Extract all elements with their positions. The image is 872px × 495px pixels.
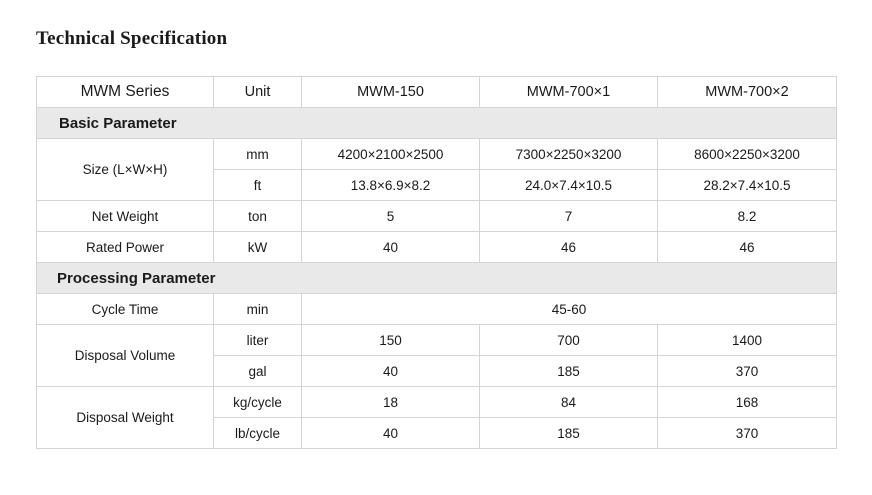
section-title-basic: Basic Parameter — [37, 108, 837, 139]
value-cell: 7 — [480, 201, 658, 232]
value-cell: 40 — [302, 418, 480, 449]
value-cell: 150 — [302, 325, 480, 356]
section-row-basic — [37, 108, 837, 139]
unit-cell: kW — [214, 232, 302, 263]
value-cell: 370 — [658, 418, 837, 449]
value-cell: 28.2×7.4×10.5 — [658, 170, 837, 201]
row-label-cycle-time: Cycle Time — [37, 294, 214, 325]
value-cell: 24.0×7.4×10.5 — [480, 170, 658, 201]
table-row — [37, 232, 837, 263]
unit-cell: kg/cycle — [214, 387, 302, 418]
row-label-net-weight: Net Weight — [37, 201, 214, 232]
unit-cell: lb/cycle — [214, 418, 302, 449]
row-label-disposal-weight: Disposal Weight — [37, 387, 214, 449]
unit-cell: liter — [214, 325, 302, 356]
value-cell: 370 — [658, 356, 837, 387]
table-row — [37, 139, 837, 170]
value-cell: 168 — [658, 387, 837, 418]
table-row — [37, 325, 837, 356]
value-cell: 1400 — [658, 325, 837, 356]
table-row — [37, 294, 837, 325]
page-title: Technical Specification — [36, 28, 228, 49]
specification-table — [36, 76, 837, 449]
value-cell: 13.8×6.9×8.2 — [302, 170, 480, 201]
value-cell: 700 — [480, 325, 658, 356]
unit-cell: gal — [214, 356, 302, 387]
header-model: MWM-150 — [302, 77, 480, 108]
value-cell: 8.2 — [658, 201, 837, 232]
value-cell: 8600×2250×3200 — [658, 139, 837, 170]
value-cell: 40 — [302, 356, 480, 387]
table-row — [37, 387, 837, 418]
value-cell: 84 — [480, 387, 658, 418]
value-cell: 45-60 — [302, 294, 837, 325]
value-cell: 5 — [302, 201, 480, 232]
value-cell: 185 — [480, 418, 658, 449]
header-model: MWM-700×2 — [658, 77, 837, 108]
value-cell: 185 — [480, 356, 658, 387]
table-row — [37, 201, 837, 232]
row-label-size: Size (L×W×H) — [37, 139, 214, 201]
value-cell: 46 — [480, 232, 658, 263]
table-header-row — [37, 77, 837, 108]
value-cell: 40 — [302, 232, 480, 263]
value-cell: 4200×2100×2500 — [302, 139, 480, 170]
row-label-disposal-volume: Disposal Volume — [37, 325, 214, 387]
value-cell: 46 — [658, 232, 837, 263]
header-series: MWM Series — [37, 77, 214, 108]
value-cell: 18 — [302, 387, 480, 418]
unit-cell: mm — [214, 139, 302, 170]
section-row-processing — [37, 263, 837, 294]
row-label-rated-power: Rated Power — [37, 232, 214, 263]
unit-cell: min — [214, 294, 302, 325]
unit-cell: ft — [214, 170, 302, 201]
unit-cell: ton — [214, 201, 302, 232]
value-cell: 7300×2250×3200 — [480, 139, 658, 170]
header-model: MWM-700×1 — [480, 77, 658, 108]
section-title-processing: Processing Parameter — [37, 263, 837, 294]
header-unit: Unit — [214, 77, 302, 108]
